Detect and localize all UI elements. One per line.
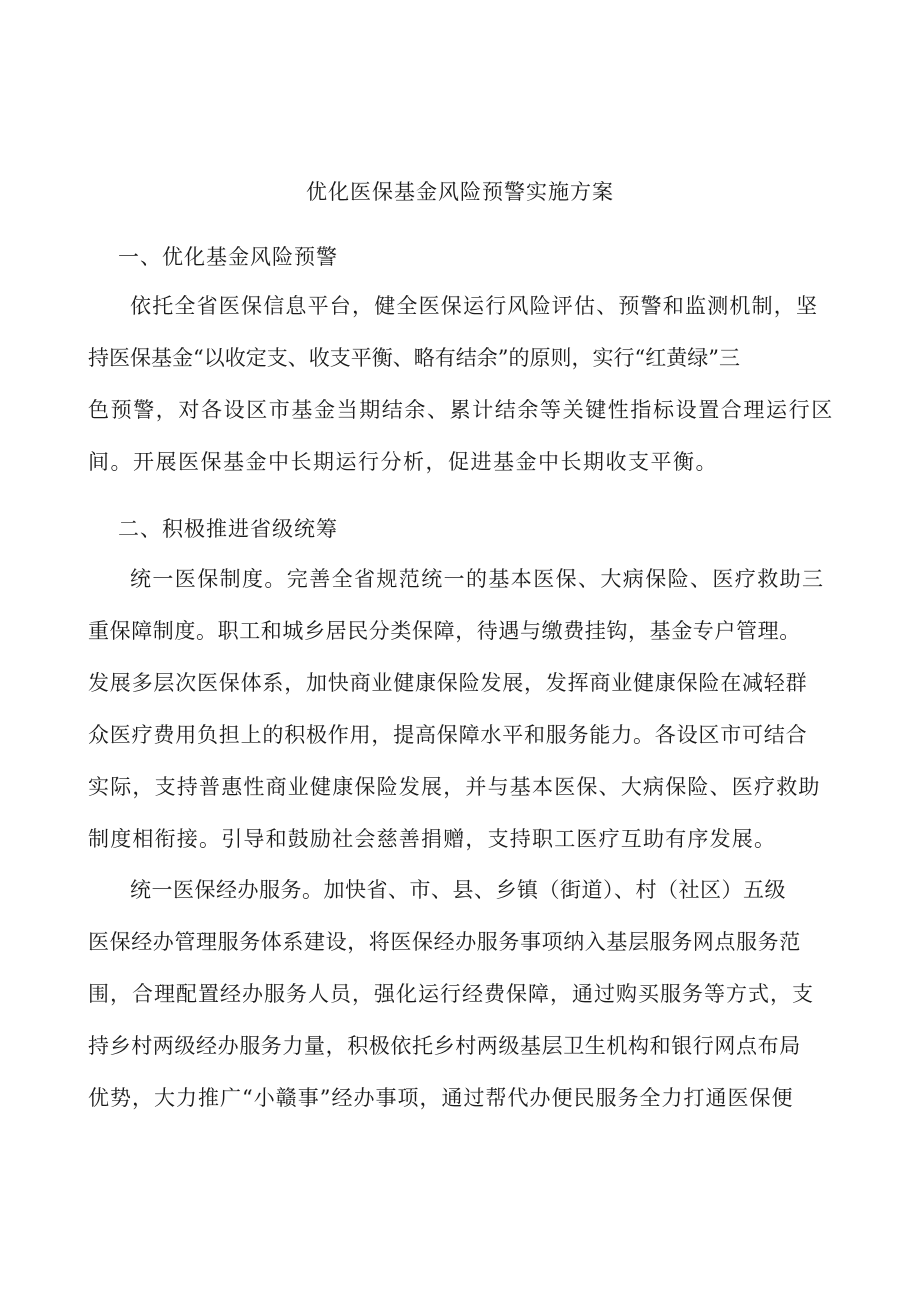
paragraph-line: 持乡村两级经办服务力量，积极依托乡村两级基层卫生机构和银行网点布局: [88, 1034, 801, 1058]
paragraph-line: 实际，支持普惠性商业健康保险发展，并与基本医保、大病保险、医疗救助: [88, 775, 821, 799]
paragraph-line: 众医疗费用负担上的积极作用，提高保障水平和服务能力。各设区市可结合: [88, 723, 808, 747]
section-heading-2: 二、积极推进省级统筹: [118, 517, 338, 541]
paragraph-line: 围，合理配置经办服务人员，强化运行经费保障，通过购买服务等方式，支: [88, 982, 814, 1006]
section-heading-1: 一、优化基金风险预警: [118, 245, 338, 269]
paragraph-line: 持医保基金“以收定支、收支平衡、略有结余”的原则，实行“红黄绿”三: [88, 346, 740, 370]
paragraph-line: 间。开展医保基金中长期运行分析，促进基金中长期收支平衡。: [88, 450, 718, 474]
paragraph-line: 制度相衔接。引导和鼓励社会慈善捐赠，支持职工医疗互助有序发展。: [88, 827, 777, 851]
paragraph-line: 统一医保经办服务。加快省、市、县、乡镇（街道）、村（社区）五级: [130, 878, 786, 902]
document-title: 优化医保基金风险预警实施方案: [306, 180, 614, 204]
paragraph-line: 优势，大力推广“小赣事”经办事项，通过帮代办便民服务全力打通医保便: [88, 1086, 794, 1110]
paragraph-line: 医保经办管理服务体系建设，将医保经办服务事项纳入基层服务网点服务范: [88, 930, 801, 954]
paragraph-line: 色预警，对各设区市基金当期结余、累计结余等关键性指标设置合理运行区: [88, 398, 834, 422]
paragraph-line: 依托全省医保信息平台，健全医保运行风险评估、预警和监测机制，坚: [130, 294, 819, 318]
paragraph-line: 统一医保制度。完善全省规范统一的基本医保、大病保险、医疗救助三: [130, 567, 825, 591]
paragraph-line: 重保障制度。职工和城乡居民分类保障，待遇与缴费挂钩，基金专户管理。: [88, 619, 801, 643]
paragraph-line: 发展多层次医保体系，加快商业健康保险发展，发挥商业健康保险在减轻群: [88, 671, 808, 695]
